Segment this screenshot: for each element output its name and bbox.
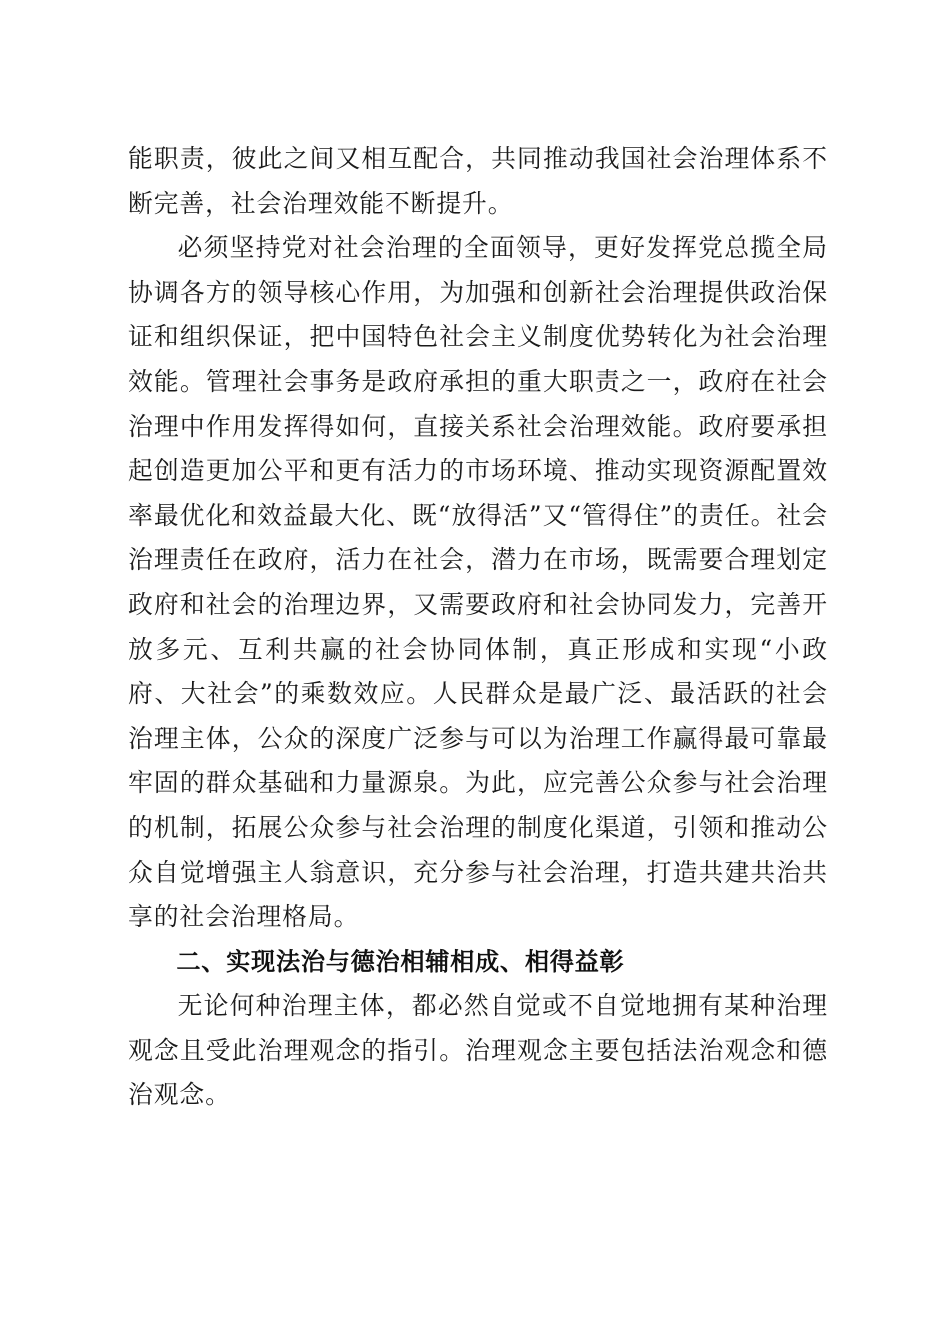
document-body <box>128 137 828 1118</box>
paragraph-continuation: 能职责，彼此之间又相互配合，共同推动我国社会治理体系不断完善，社会治理效能不断提升。 <box>128 144 828 218</box>
section-heading: 二、实现法治与德治相辅相成、相得益彰 <box>176 947 625 976</box>
paragraph-party-leadership: 必须坚持党对社会治理的全面领导，更好发挥党总揽全局协调各方的领导核心作用，为加强和创新社会治理提供政治保证和组织保证，把中国特色社会主义制度优势转化为社会治理效能。管理社会事务是政府承担的重大职责之一，政府在社会治理中作用发挥得如何，直接关系社会治理效能。政府要承担起创造更加公平和更有活力的市场环境、推动实现资源配置效率最优化和效益最大化、既“放得活”又“管得住”的责任。社会治理责任在政府，活力在社会，潜力在市场，既需要合理划定政府和社会的治理边界，又需要政府和社会协同发力，完善开放多元、互利共赢的社会协同体制，真正形成和实现“小政府、大社会”的乘数效应。人民群众是最广泛、最活跃的社会治理主体，公众的深度广泛参与可以为治理工作赢得最可靠最牢固的群众基础和力量源泉。为此，应完善公众参与社会治理的机制，拓展公众参与社会治理的制度化渠道，引领和推动公众自觉增强主人翁意识，充分参与社会治理，打造共建共治共享的社会治理格局。 <box>128 233 828 932</box>
paragraph-governance-concepts: 无论何种治理主体，都必然自觉或不自觉地拥有某种治理观念且受此治理观念的指引。治理观念主要包括法治观念和德治观念。 <box>128 991 828 1110</box>
